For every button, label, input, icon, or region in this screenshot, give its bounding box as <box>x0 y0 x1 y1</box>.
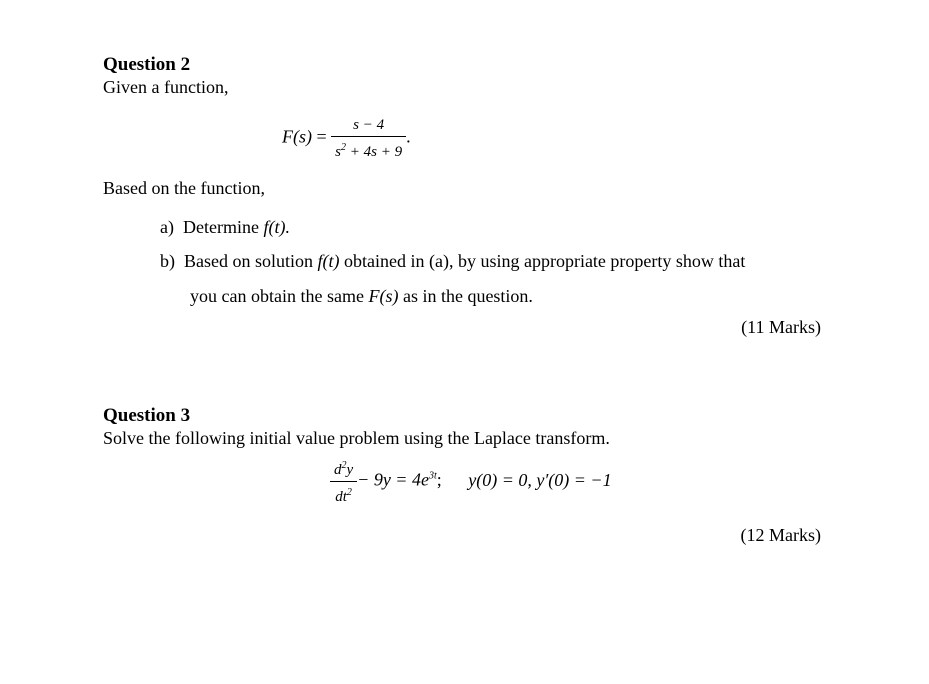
based-on-text: Based on the function, <box>103 178 265 198</box>
eq-lhs: F(s) <box>282 126 312 147</box>
part-a-math: f(t). <box>263 217 290 237</box>
part-b-math1: f(t) <box>317 251 340 271</box>
part-b-line1 <box>160 251 745 272</box>
ode-den-exp: 2 <box>346 487 352 498</box>
question-2-title: Question 2 <box>103 54 191 75</box>
ode-den-dt: dt <box>335 489 347 505</box>
ode-num-y: y <box>346 462 354 478</box>
part-a-text: Determine <box>182 217 259 237</box>
ode-num-d: d <box>334 462 342 478</box>
ode-num-exp: 2 <box>341 460 347 471</box>
ode-rest-exp: 3t <box>428 470 437 482</box>
ode-initial-conditions: y(0) = 0, y′(0) = −1 <box>468 469 612 490</box>
part-a-label: a) <box>160 217 174 237</box>
question-2-equation <box>282 114 411 163</box>
part-b-line2 <box>190 286 533 307</box>
part-b-math2: F(s) <box>368 286 399 306</box>
ode-denominator <box>330 482 357 508</box>
den-s: s <box>335 144 341 160</box>
question-3-marks: (12 Marks) <box>740 525 821 545</box>
part-b-label: b) <box>160 251 175 271</box>
part-b-text1: Based on solution <box>184 251 313 271</box>
question-3-title: Question 3 <box>103 405 191 426</box>
den-rest: + 4s + 9 <box>346 144 403 160</box>
den-exp: 2 <box>341 142 346 153</box>
eq-equals: = <box>316 126 327 147</box>
part-b-text2: obtained in (a), by using appropriate property show that <box>344 251 746 271</box>
eq-numerator: s − 4 <box>331 114 406 137</box>
eq-fraction <box>331 114 406 163</box>
ode-fraction <box>330 455 357 508</box>
question-2-marks: (11 Marks) <box>741 317 821 337</box>
part-a <box>160 217 290 238</box>
ode-sep: ; <box>436 469 442 490</box>
ode-rest: − 9y = 4e <box>357 469 429 490</box>
question-2-intro: Given a function, <box>103 77 229 97</box>
part-b-text4: as in the question. <box>402 286 533 306</box>
question-3-intro: Solve the following initial value problem using the Laplace transform. <box>103 428 610 448</box>
question-3-equation <box>330 455 612 508</box>
eq-end: . <box>406 126 411 147</box>
ode-numerator <box>330 455 357 482</box>
part-b-text3: you can obtain the same <box>190 286 364 306</box>
eq-denominator <box>331 137 406 163</box>
